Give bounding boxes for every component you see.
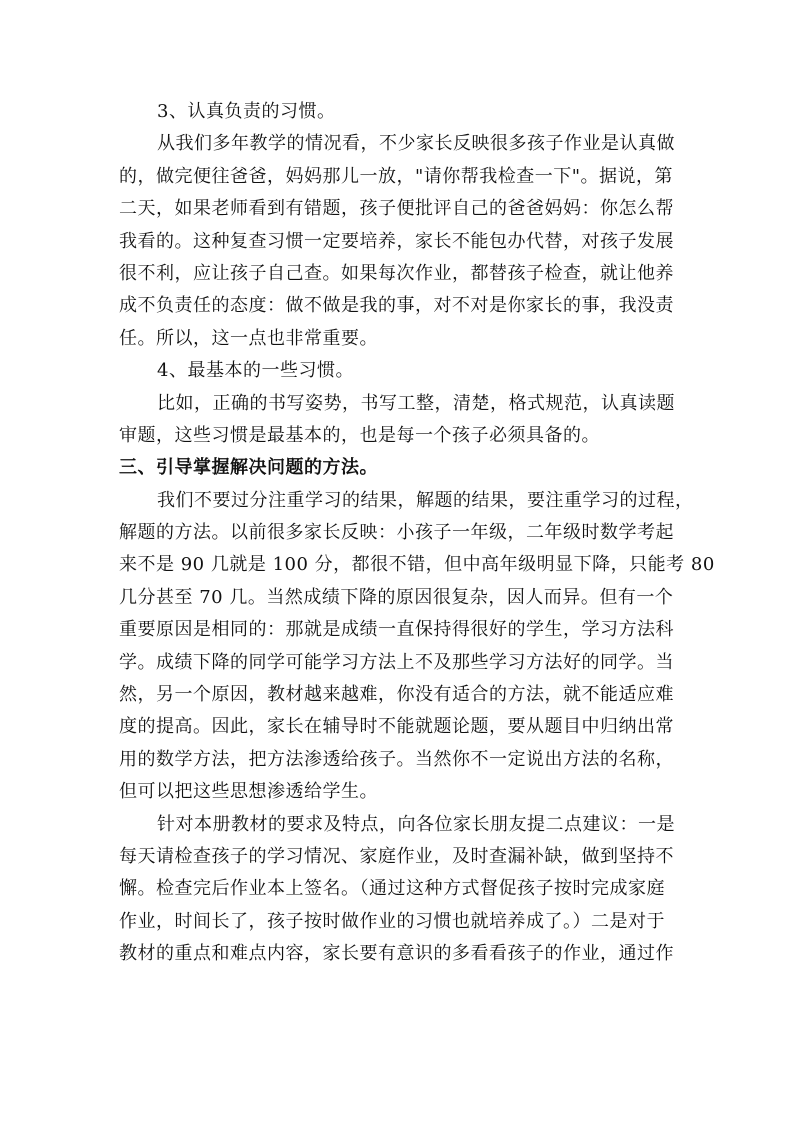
- paragraph-line: 二天，如果老师看到有错题，孩子便批评自己的爸爸妈妈：你怎么帮: [119, 198, 674, 220]
- paragraph-line: 几分甚至 70 几。当然成绩下降的原因很复杂，因人而异。但有一个: [119, 586, 674, 608]
- paragraph-line: 度的提高。因此，家长在辅导时不能就题论题，要从题目中归纳出常: [119, 716, 674, 738]
- paragraph-line: 学。成绩下降的同学可能学习方法上不及那些学习方法好的同学。当: [119, 651, 674, 673]
- section-heading: 三、引导掌握解决问题的方法。: [119, 457, 378, 479]
- paragraph-line: 审题，这些习惯是最基本的，也是每一个孩子必须具备的。: [119, 424, 600, 446]
- paragraph-line: 然，另一个原因，教材越来越难，你没有适合的方法，就不能适应难: [119, 684, 674, 706]
- document-body: [119, 96, 715, 971]
- paragraph-line: 懈。检查完后作业本上签名。（通过这种方式督促孩子按时完成家庭: [119, 878, 665, 900]
- paragraph-line: 很不利，应让孩子自己查。如果每次作业，都替孩子检查，就让他养: [119, 262, 674, 284]
- paragraph-line: 的，做完便往爸爸，妈妈那儿一放，"请你帮我检查一下"。据说，第: [119, 165, 674, 187]
- paragraph-line: 成不负责任的态度：做不做是我的事，对不对是你家长的事，我没责: [119, 295, 674, 317]
- paragraph-line: 解题的方法。以前很多家长反映：小孩子一年级，二年级时数学考起: [119, 522, 674, 544]
- subheading-habit-4: 4、最基本的一些习惯。: [157, 360, 354, 382]
- paragraph-line: 但可以把这些思想渗透给学生。: [119, 781, 378, 803]
- paragraph-line: 我看的。这种复查习惯一定要培养，家长不能包办代替，对孩子发展: [119, 230, 674, 252]
- paragraph-line: 每天请检查孩子的学习情况、家庭作业，及时查漏补缺，做到坚持不: [119, 845, 674, 867]
- paragraph-line: 重要原因是相同的：那就是成绩一直保持得很好的学生，学习方法科: [119, 619, 674, 641]
- paragraph-line: 针对本册教材的要求及特点，向各位家长朋友提二点建议：一是: [157, 813, 675, 835]
- paragraph-line: 任。所以，这一点也非常重要。: [119, 327, 378, 349]
- paragraph-line: 来不是 90 几就是 100 分，都很不错，但中高年级明显下降，只能考 80: [119, 554, 715, 576]
- paragraph-line: 作业，时间长了，孩子按时做作业的习惯也就培养成了。）二是对于: [119, 910, 665, 932]
- paragraph-line: 我们不要过分注重学习的结果，解题的结果，要注重学习的过程，: [157, 489, 694, 511]
- paragraph-line: 用的数学方法，把方法渗透给孩子。当然你不一定说出方法的名称，: [119, 748, 674, 770]
- paragraph-line: 教材的重点和难点内容，家长要有意识的多看看孩子的作业，通过作: [119, 943, 674, 965]
- paragraph-line: 从我们多年教学的情况看，不少家长反映很多孩子作业是认真做: [157, 133, 675, 155]
- paragraph-line: 比如，正确的书写姿势，书写工整，清楚，格式规范，认真读题: [157, 392, 675, 414]
- subheading-habit-3: 3、认真负责的习惯。: [157, 101, 336, 122]
